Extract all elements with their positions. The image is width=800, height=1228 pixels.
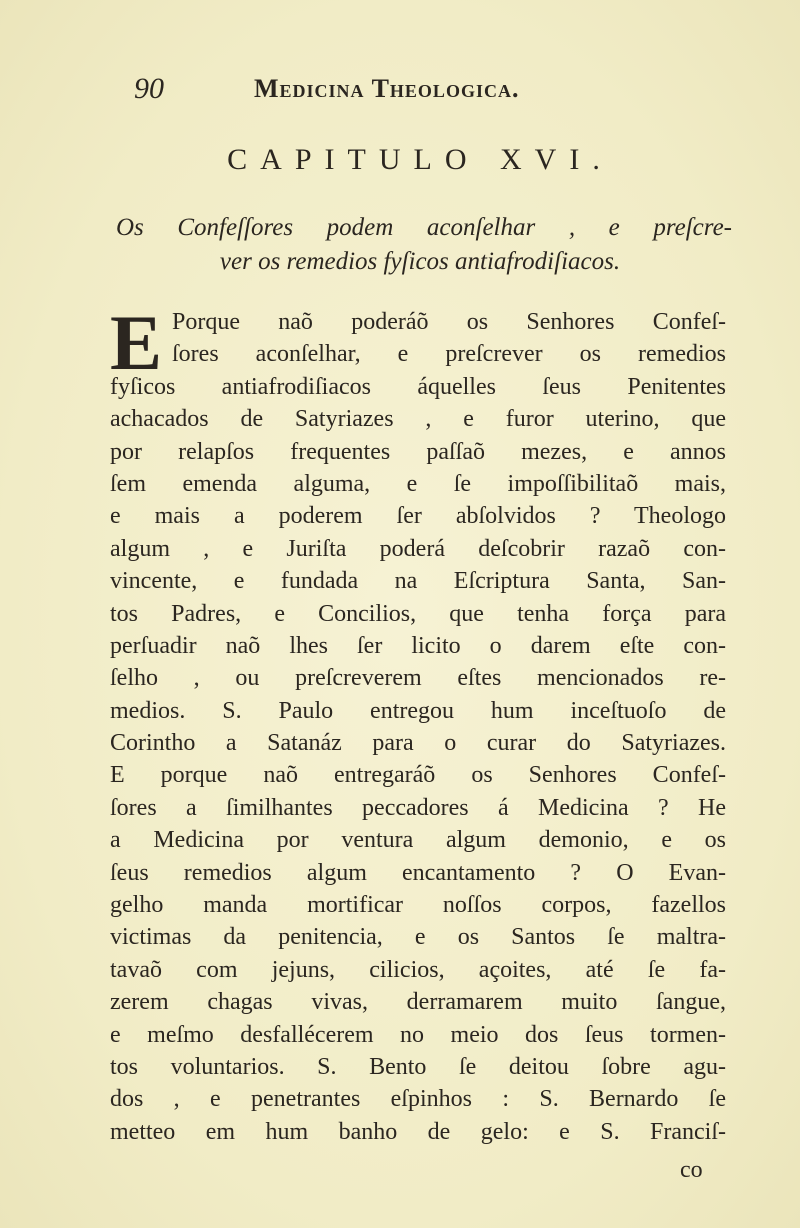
text-line: achacados de Satyriazes , e furor uterino, que xyxy=(110,406,726,433)
text-line: a Medicina por ventura algum demonio, e os xyxy=(110,827,726,854)
drop-cap: E xyxy=(110,299,163,386)
text-line: metteo em hum banho de gelo: e S. Franciſ- xyxy=(110,1118,726,1145)
text-line: E porque naõ entregaráõ os Senhores Confeſ- xyxy=(110,762,726,789)
page-number: 90 xyxy=(134,72,164,105)
text-line: ſem emenda alguma, e ſe impoſſibilitaõ mais, xyxy=(110,470,726,497)
text-line: ſores aconſelhar, e preſcrever os remedios xyxy=(172,341,726,368)
text-line: ſores a ſimilhantes peccadores á Medicina ? He xyxy=(110,794,726,821)
running-title: Medicina Theologica. xyxy=(254,74,520,103)
text-line: por relapſos frequentes paſſaõ mezes, e annos xyxy=(110,438,726,465)
text-line: tos voluntarios. S. Bento ſe deitou ſobre agu- xyxy=(110,1053,726,1080)
chapter-subtitle-line: Os Confeſſores podem aconſelhar , e preſcre- xyxy=(116,214,732,241)
text-line: Porque naõ poderáõ os Senhores Confeſ- xyxy=(172,309,726,335)
text-line: zerem chagas vivas, derramarem muito ſangue, xyxy=(110,989,726,1016)
text-line: tavaõ com jejuns, cilicios, açoites, até ſe fa- xyxy=(110,956,726,983)
chapter-title: CAPITULO XVI. xyxy=(227,143,613,176)
text-line: ſeus remedios algum encantamento ? O Evan- xyxy=(110,859,726,886)
running-header xyxy=(128,72,728,112)
body-text xyxy=(110,299,726,1148)
text-line: vincente, e fundada na Eſcriptura Santa, San- xyxy=(110,568,726,595)
text-line: tos Padres, e Concilios, que tenha força para xyxy=(110,600,726,627)
chapter-subtitle-line: ver os remedios fyſicos antiafrodiſiacos. xyxy=(219,248,621,275)
text-line: fyſicos antiafrodiſiacos áquelles ſeus Penitentes xyxy=(110,373,726,400)
text-line: dos , e penetrantes eſpinhos : S. Bernardo ſe xyxy=(110,1086,726,1113)
text-line: e meſmo desfallécerem no meio dos ſeus tormen- xyxy=(110,1021,726,1048)
text-line: gelho manda mortificar noſſos corpos, fazellos xyxy=(110,892,726,919)
text-line: e mais a poderem ſer abſolvidos ? Theologo xyxy=(110,503,726,530)
text-line: medios. S. Paulo entregou hum inceſtuoſo de xyxy=(110,697,726,724)
catchword: co xyxy=(680,1157,703,1183)
text-line: Corintho a Satanáz para o curar do Satyriazes. xyxy=(110,730,726,757)
text-line: algum , e Juriſta poderá deſcobrir razaõ con- xyxy=(110,535,726,562)
text-line: perſuadir naõ lhes ſer licito o darem eſte con- xyxy=(110,632,726,659)
text-line: victimas da penitencia, e os Santos ſe maltra- xyxy=(110,924,726,951)
text-line: ſelho , ou preſcreverem eſtes mencionados re- xyxy=(110,665,726,692)
